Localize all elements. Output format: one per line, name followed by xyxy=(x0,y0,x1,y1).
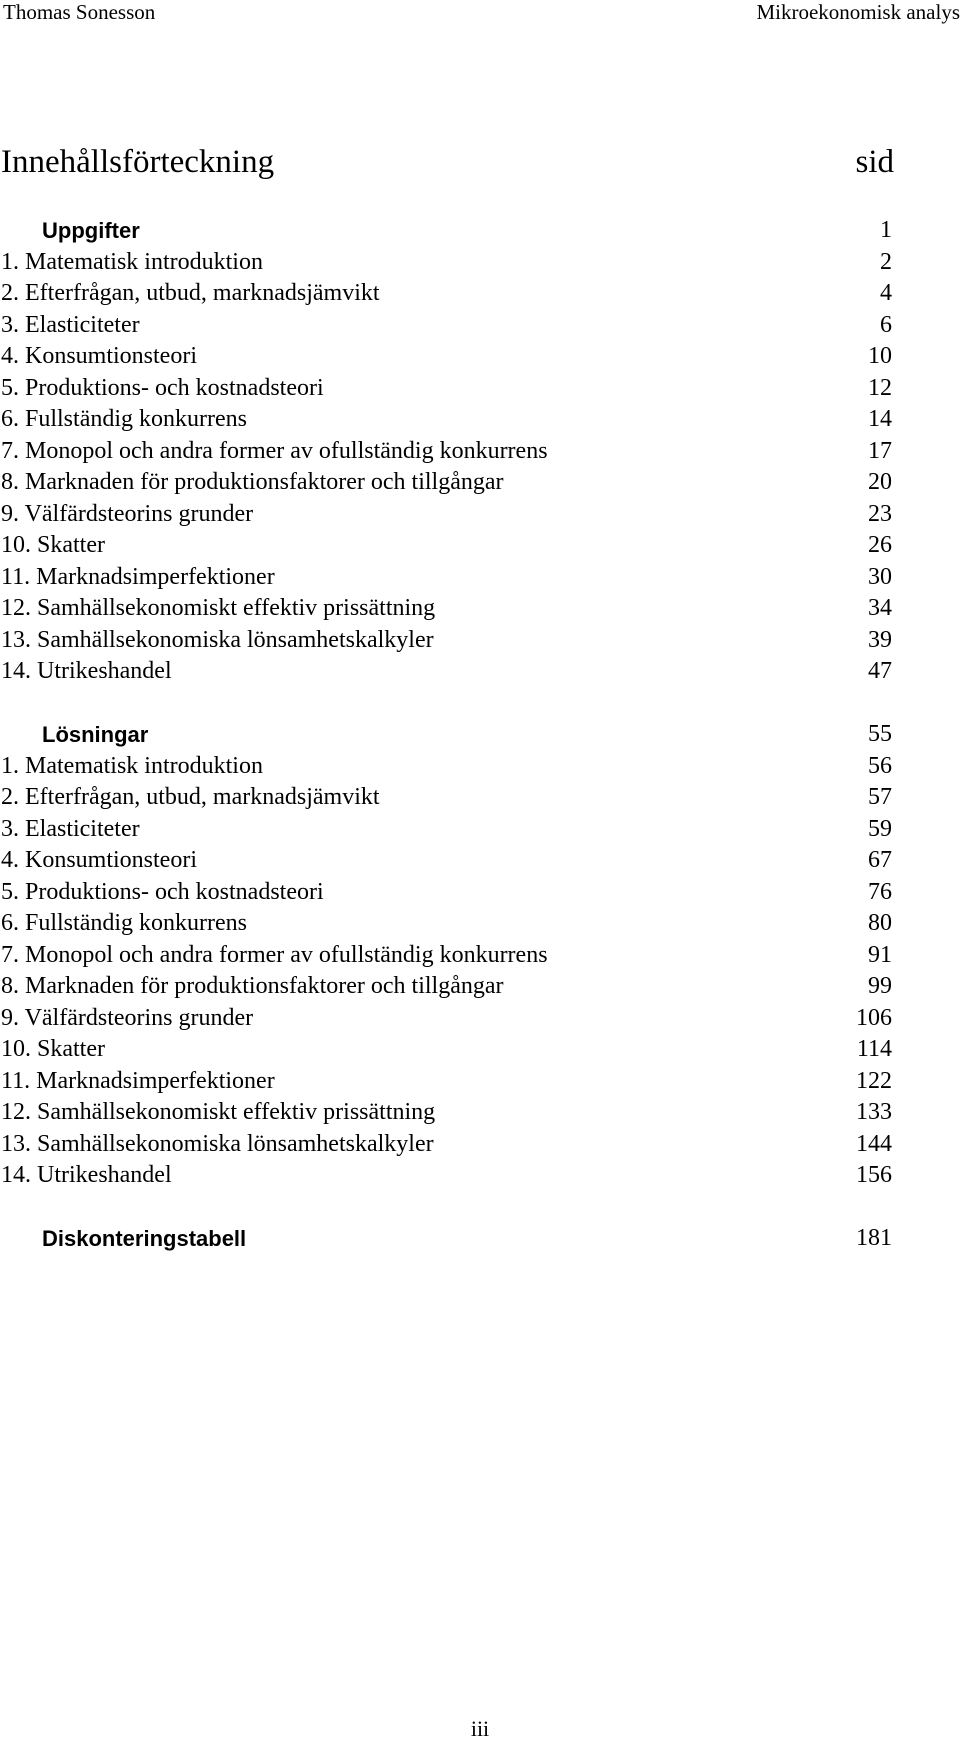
toc-entry-label: 5. Produktions- och kostnadsteori xyxy=(1,878,324,905)
toc-entry-page: 56 xyxy=(868,752,892,779)
toc-entry xyxy=(0,1160,960,1192)
toc-section-losningar xyxy=(0,719,960,751)
toc-entry-page: 57 xyxy=(868,784,892,810)
toc-title: Innehållsförteckning xyxy=(1,144,275,180)
toc-entry-page: 91 xyxy=(868,941,892,968)
toc-entry xyxy=(0,436,960,468)
toc-entry-page: 2 xyxy=(880,248,892,275)
toc-section-uppgifter xyxy=(0,215,960,247)
toc-entry-page: 106 xyxy=(856,1004,892,1031)
toc-entry-page: 34 xyxy=(868,595,892,621)
uppgifter-list xyxy=(0,247,960,688)
toc-entry xyxy=(0,1003,960,1035)
spacer xyxy=(0,688,960,720)
toc-entry-label: 2. Efterfrågan, utbud, marknadsjämvikt xyxy=(1,280,380,306)
toc-entry xyxy=(0,593,960,625)
toc-entry-page: 10 xyxy=(868,343,892,369)
section-heading: Diskonteringstabell xyxy=(42,1226,247,1251)
toc-entry xyxy=(0,625,960,657)
toc-entry xyxy=(0,877,960,909)
toc-entry-label: 2. Efterfrågan, utbud, marknadsjämvikt xyxy=(1,784,380,810)
toc-entry xyxy=(0,656,960,688)
toc-entry xyxy=(0,814,960,846)
toc-entry-label: 10. Skatter xyxy=(1,1036,105,1062)
toc-entry-page: 39 xyxy=(868,626,892,653)
losningar-list xyxy=(0,751,960,1192)
toc-entry-page: 133 xyxy=(856,1099,892,1125)
toc-entry-page: 76 xyxy=(868,878,892,905)
toc-entry xyxy=(0,845,960,877)
section-page: 181 xyxy=(856,1225,892,1251)
toc-entry xyxy=(0,1066,960,1098)
toc-entry xyxy=(0,1129,960,1161)
toc-entry xyxy=(0,908,960,940)
section-heading: Uppgifter xyxy=(42,218,140,243)
toc-entry xyxy=(0,499,960,531)
toc-entry-label: 3. Elasticiteter xyxy=(1,311,140,338)
toc-entry-page: 23 xyxy=(868,500,892,527)
toc-entry-page: 12 xyxy=(868,374,892,401)
toc-entry-page: 17 xyxy=(868,437,892,464)
toc-page-heading: sid xyxy=(855,144,894,180)
toc-entry-label: 7. Monopol och andra former av ofullständig konkurrens xyxy=(1,941,548,968)
toc-entry-label: 13. Samhällsekonomiska lönsamhetskalkyler xyxy=(1,1130,434,1157)
toc-entry-page: 122 xyxy=(856,1067,892,1094)
running-header-book-title: Mikroekonomisk analys xyxy=(756,0,960,24)
toc-entry xyxy=(0,1097,960,1129)
toc-entry-page: 156 xyxy=(856,1162,892,1188)
toc-entry-label: 6. Fullständig konkurrens xyxy=(1,406,247,432)
page-number: iii xyxy=(470,1716,490,1741)
toc-entry-label: 3. Elasticiteter xyxy=(1,815,140,842)
toc-entry xyxy=(0,310,960,342)
toc-entry-page: 80 xyxy=(868,910,892,936)
section-page: 1 xyxy=(880,217,892,243)
toc-entry-label: 4. Konsumtionsteori xyxy=(1,343,197,369)
toc-entry-label: 6. Fullständig konkurrens xyxy=(1,910,247,936)
toc-entry-page: 144 xyxy=(856,1130,892,1157)
toc-entry-label: 5. Produktions- och kostnadsteori xyxy=(1,374,324,401)
toc-entry-page: 99 xyxy=(868,973,892,999)
toc-entry-label: 8. Marknaden för produktionsfaktorer och tillgångar xyxy=(1,973,504,999)
toc-entry-label: 14. Utrikeshandel xyxy=(1,658,172,684)
toc-entry xyxy=(0,278,960,310)
toc-entry-page: 114 xyxy=(856,1036,892,1062)
toc-entry xyxy=(0,971,960,1003)
section-heading: Lösningar xyxy=(42,722,149,747)
toc-entry-page: 6 xyxy=(880,311,892,338)
toc-entry xyxy=(0,1034,960,1066)
toc-entry xyxy=(0,751,960,783)
toc-entry-label: 12. Samhällsekonomiskt effektiv prissättning xyxy=(1,1099,436,1125)
spacer xyxy=(0,1192,960,1224)
toc-entry-label: 13. Samhällsekonomiska lönsamhetskalkyler xyxy=(1,626,434,653)
toc-entry xyxy=(0,341,960,373)
toc-entry xyxy=(0,373,960,405)
toc-entry-label: 1. Matematisk introduktion xyxy=(1,248,263,275)
toc-entry-label: 12. Samhällsekonomiskt effektiv prissättning xyxy=(1,595,436,621)
toc-section-diskonteringstabell xyxy=(0,1223,960,1255)
toc-entry-label: 8. Marknaden för produktionsfaktorer och tillgångar xyxy=(1,469,504,495)
toc-entry-label: 9. Välfärdsteorins grunder xyxy=(1,500,254,527)
toc-entry xyxy=(0,940,960,972)
section-page: 55 xyxy=(868,721,892,747)
toc-entry-page: 4 xyxy=(880,280,892,306)
toc-entry-label: 9. Välfärdsteorins grunder xyxy=(1,1004,254,1031)
toc-entry-page: 59 xyxy=(868,815,892,842)
toc-entry-page: 67 xyxy=(868,847,892,873)
toc-entry xyxy=(0,562,960,594)
toc-entry xyxy=(0,467,960,499)
toc-entry-label: 1. Matematisk introduktion xyxy=(1,752,263,779)
toc-entry-label: 10. Skatter xyxy=(1,532,105,558)
running-header-author: Thomas Sonesson xyxy=(3,0,156,24)
toc-entry xyxy=(0,782,960,814)
toc-entry xyxy=(0,530,960,562)
toc-entry-label: 11. Marknadsimperfektioner xyxy=(1,563,275,590)
toc-entry-page: 47 xyxy=(868,658,892,684)
toc-entry xyxy=(0,404,960,436)
toc-entry-page: 30 xyxy=(868,563,892,590)
toc-entry-page: 26 xyxy=(868,532,892,558)
toc-entry-label: 4. Konsumtionsteori xyxy=(1,847,197,873)
toc-entry-label: 14. Utrikeshandel xyxy=(1,1162,172,1188)
table-of-contents xyxy=(0,215,960,1255)
toc-entry-page: 14 xyxy=(868,406,892,432)
toc-entry-label: 11. Marknadsimperfektioner xyxy=(1,1067,275,1094)
toc-entry-label: 7. Monopol och andra former av ofullständig konkurrens xyxy=(1,437,548,464)
toc-entry xyxy=(0,247,960,279)
toc-entry-page: 20 xyxy=(868,469,892,495)
